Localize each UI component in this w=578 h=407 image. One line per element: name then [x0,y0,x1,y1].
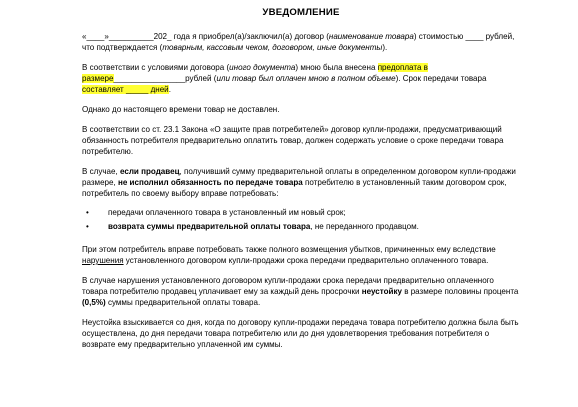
p2-italic-doc: иного документа [229,63,296,72]
p5-bold-not-fulfilled: не исполнил обязанность по передаче товара [117,178,303,187]
p7-text-a: В случае нарушения установленного договором купли-продажи срока передачи предварительно оплаченного товара потребителю продавец уплачивает ему за каждый день просрочки [82,276,494,296]
paragraph-not-delivered: Однако до настоящего времени товар не доставлен. [82,105,280,114]
p1-text-b: ) стоимостью ____ рублей, что подтверждается ( [82,32,515,52]
p7-bold-percent: (0,5%) [82,298,106,307]
list-item [86,221,520,233]
bullet-icon: • [86,208,89,217]
p2-text-a: В соответствии с условиями договора ( [82,63,230,72]
list-item-text: , не переданного продавцом. [310,222,419,231]
p2-text-b: ) мною была внесена [295,63,378,72]
paragraph-prepayment [82,62,520,95]
p1-text-c: ). [382,43,388,52]
highlight-prepayment: предоплата в размере [82,63,428,83]
p5-bold-seller: если продавец [119,167,180,176]
paragraph-purchase [82,31,520,53]
p7-bold-penalty: неустойку [361,287,402,296]
p2-text-d: ). Срок передачи товара [395,74,487,83]
bullet-icon: • [86,222,89,231]
highlight-term: составляет _____ дней [82,85,169,94]
p5-text-a: В случае, [82,167,120,176]
p7-text-b: в размере половины процента [401,287,519,296]
document-title: УВЕДОМЛЕНИЕ [262,7,340,18]
paragraph-law-reference: В соответствии со ст. 23.1 Закона «О защите прав потребителей» договор купли-продажи, предусматривающий обязанность потребителя предварительно оплатить товар, должен содержать условие о сроке передачи товара потребителю. [82,125,504,156]
p2-text-e: . [168,85,171,94]
p5-text-c: потребителю в установленный таким договором срок, потребитель по своему выбору вправе потребовать: [82,178,507,198]
paragraph-penalty-period: Неустойка взыскивается со дня, когда по договору купли-продажи передача товара потребителю должна была быть осуществлена, до дня передачи товара потребителю или до дня удовлетворения требования потребителя о возврате ему предварительно уплаченной им суммы. [82,318,519,349]
p1-italic-product: наименование товара [328,32,414,41]
p6-underline-violation: нарушения [82,256,124,265]
paragraph-seller-obligation [82,166,520,199]
paragraph-damages [82,244,520,266]
p7-text-c: суммы предварительной оплаты товара. [105,298,261,307]
paragraph-penalty [82,275,520,308]
p6-text-b: установленного договором купли-продажи срока передачи предварительно оплаченного товара. [123,256,489,265]
p1-text-a: «____»__________202_ года я приобрел(а)/заключил(а) договор ( [82,32,329,41]
p2-italic-full-payment: или товар был оплачен мною в полном объеме [216,74,396,83]
p6-text-a: При этом потребитель вправе потребовать также полного возмещения убытков, причиненных ему вследствие [82,245,496,254]
list-item-text: передачи оплаченного товара в установленный им новый срок; [108,208,346,217]
requirements-list [82,207,520,233]
p5-text-b: , получивший сумму предварительной оплаты в определенном договором купли-продажи размере, [82,167,516,187]
list-item-bold: возврата суммы предварительной оплаты товара [108,222,311,231]
p1-italic-documents: товарным, кассовым чеком, договором, иные документы [162,43,383,52]
list-item [86,207,520,219]
document-page [0,7,578,407]
p2-text-c: ________________рублей ( [113,74,217,83]
